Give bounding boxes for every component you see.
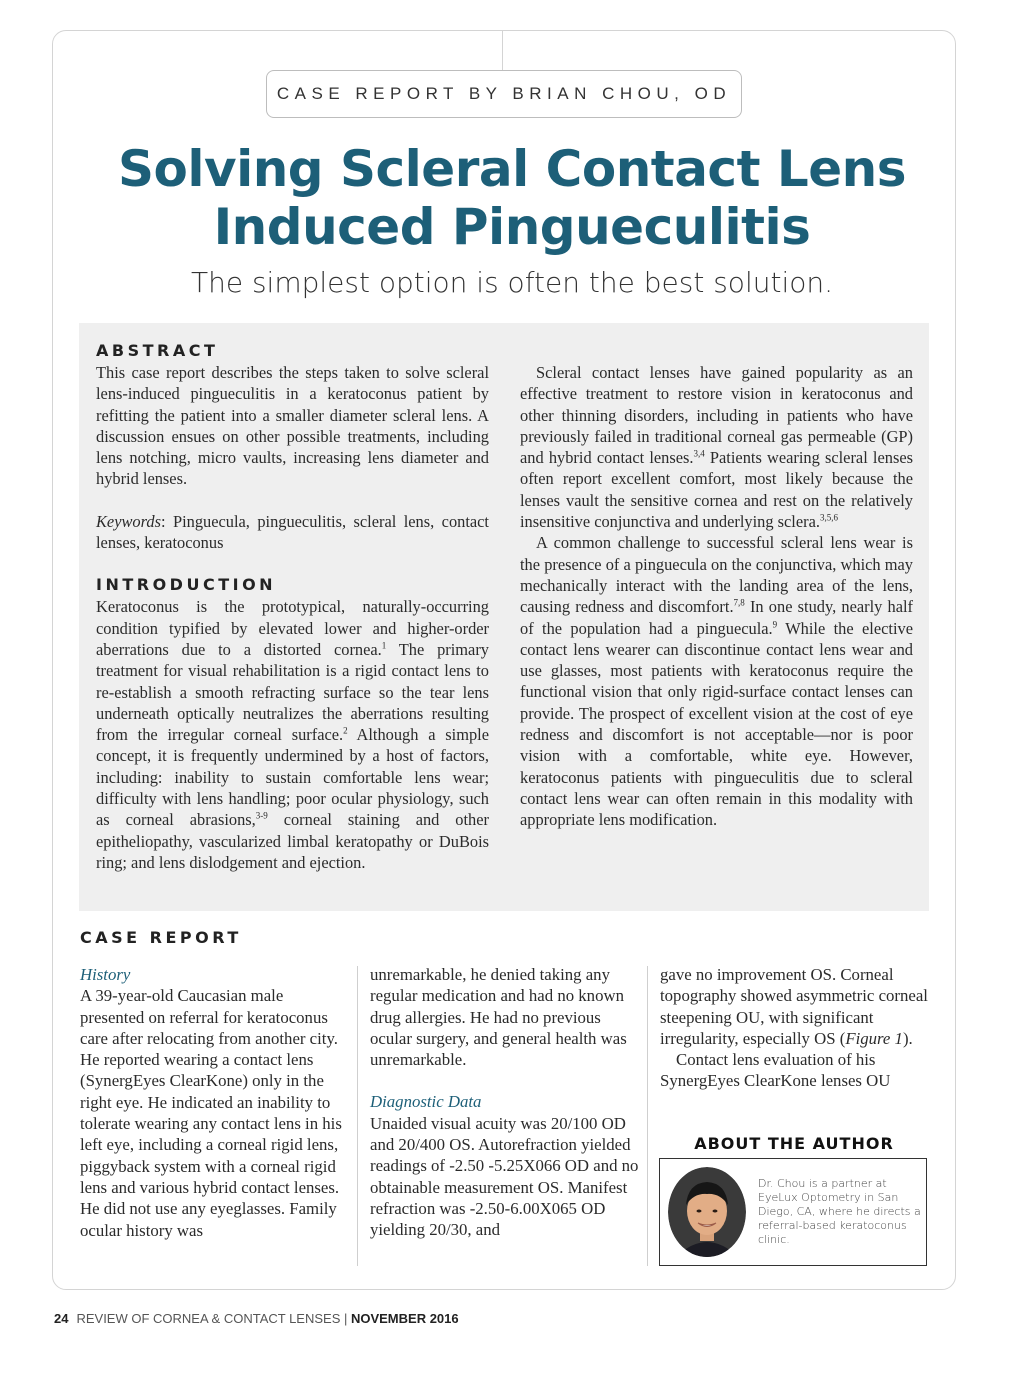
page-number: 24: [54, 1311, 69, 1326]
history-body: A 39-year-old Caucasian male presented on referral for keratoconus care after relocating from another city. He reported wearing a contact lens (SynergEyes ClearKone) only in the right eye. He indicated an inability to tolerate wearing any contact lens in his left eye, including a corneal rigid lens, piggyback system with a corneal rigid lens and various hybrid contact lenses. He did not use any eyeglasses. Family ocular history was: [80, 986, 342, 1240]
keywords-label: Keywords: [96, 511, 161, 531]
case-col3-paragraph-2: Contact lens evaluation of his SynergEyes ClearKone lenses OU: [660, 1050, 891, 1091]
history-heading: History: [80, 965, 131, 984]
byline-box: [266, 70, 742, 118]
column-divider: [647, 966, 648, 1266]
citation: 3,5,6: [819, 512, 838, 523]
intro-paragraph-1: Keratoconus is the prototypical, naturally-occurring condition typified by elevated lower and higher-order aberrations due to a distorted cornea.$^1$ The primary treatment for visual rehabilitation is a rigid contact lens to re-establish a smooth refracting surface so the tear lens underneath optically neutralizes the aberrations resulting from the irregular corneal surface.$^2$ Although a simple concept, it is frequently undermined by a host of factors, including: inability to sustain comfortable lens wear; difficulty with lens handling; poor ocular physiology, such as corneal abrasions,$^{3-9}$ corneal staining and other epitheliopathy, vascularized limbal keratopathy or DuBois ring; and lens dislodgement and ejection.: [96, 597, 489, 872]
citation: 3-9: [255, 810, 268, 821]
citation: 7,8: [733, 597, 745, 608]
intro-paragraph-2: Scleral contact lenses have gained popularity as an effective treatment to restore vision in keratoconus and other thinning disorders, including in patients who have previously failed in traditional corneal gas permeable (GP) and hybrid contact lenses.$^{3,4}$ Patients wearing scleral lenses often report excellent comfort, most likely because the lenses vault the sensitive cornea and rest on the relatively insensitive conjunctiva and underlying sclera.$^{3,5,6}$: [520, 363, 913, 532]
case-col3-paragraph: gave no improvement OS. Corneal topography showed asymmetric corneal steepening OU, with significant irregularity, especially OS (Figure 1).: [660, 965, 928, 1048]
publication-name: REVIEW OF CORNEA & CONTACT LENSES |: [76, 1311, 351, 1326]
case-report-heading: CASE REPORT: [80, 928, 242, 947]
author-box: [659, 1158, 927, 1266]
diagnostic-heading: Diagnostic Data: [370, 1092, 482, 1112]
keywords-paragraph: [96, 511, 489, 554]
citation: 9: [772, 619, 778, 630]
case-column-3: [660, 964, 928, 1092]
abstract-body: This case report describes the steps taken to solve scleral lens-induced pingueculitis in a keratoconus patient by refitting the patient into a smaller diameter scleral lens. A discussion ensues on other possible treatments, including lens notching, micro vaults, increasing lens diameter and hybrid lenses.: [96, 363, 489, 489]
abstract-right-column: [520, 362, 913, 831]
author-photo: [668, 1167, 746, 1257]
article-subtitle: The simplest option is often the best solution.: [190, 266, 834, 299]
byline-text: CASE REPORT BY BRIAN CHOU, OD: [276, 84, 732, 103]
abstract-heading: ABSTRACT: [96, 341, 219, 360]
about-author-heading: ABOUT THE AUTHOR: [694, 1134, 894, 1153]
issue-date: NOVEMBER 2016: [350, 1311, 459, 1326]
keywords-text: : Pinguecula, pingueculitis, scleral lens, contact lenses, keratoconus: [96, 511, 489, 553]
page-footer: [54, 1311, 459, 1326]
article-title: [0, 140, 1024, 256]
abstract-left-column: [96, 340, 489, 873]
case-column-2: [370, 964, 642, 1241]
title-line-2: Induced Pingueculitis: [213, 198, 811, 256]
title-line-1: Solving Scleral Contact Lens: [117, 140, 907, 198]
figure-reference: Figure 1: [845, 1028, 903, 1048]
citation: 2: [343, 725, 348, 736]
case-column-1: [80, 964, 348, 1241]
frame-divider: [502, 31, 503, 71]
citation: 3,4: [693, 448, 705, 459]
citation: 1: [381, 640, 387, 651]
intro-paragraph-3: A common challenge to successful scleral lens wear is the presence of a pinguecula on the conjunctiva, which may mechanically interact with the landing area of the lens, causing redness and discomfort.$^{7,8}$ In one study, nearly half of the population had a pinguecula.$^9$ While the elective contact lens wearer can discontinue contact lens wear and use glasses, most patients with keratoconus require the functional vision that only rigid-surface contact lenses can provide. The prospect of excellent vision at the cost of eye redness and discomfort is not acceptable—nor is poor vision with a comfortable, white eye. However, keratoconus patients with pingueculitis due to scleral contact lens wear can often remain in this modality with appropriate lens modification.: [520, 533, 914, 830]
diagnostic-body: Unaided visual acuity was 20/100 OD and 20/400 OS. Autorefraction yielded readings of -2.50 -5.25X066 OD and no obtainable measurement OS. Manifest refraction was -2.50-6.00X065 OD yielding 20/30, and: [370, 1113, 639, 1240]
case-col2-body: unremarkable, he denied taking any regular medication and had no known drug allergies. He had no previous ocular surgery, and general health was unremarkable.: [370, 965, 627, 1070]
introduction-heading: INTRODUCTION: [96, 575, 277, 595]
author-bio: Dr. Chou is a partner at EyeLux Optometry in San Diego, CA, where he directs a referral-based keratoconus clinic.: [758, 1177, 921, 1246]
column-divider: [357, 966, 358, 1266]
